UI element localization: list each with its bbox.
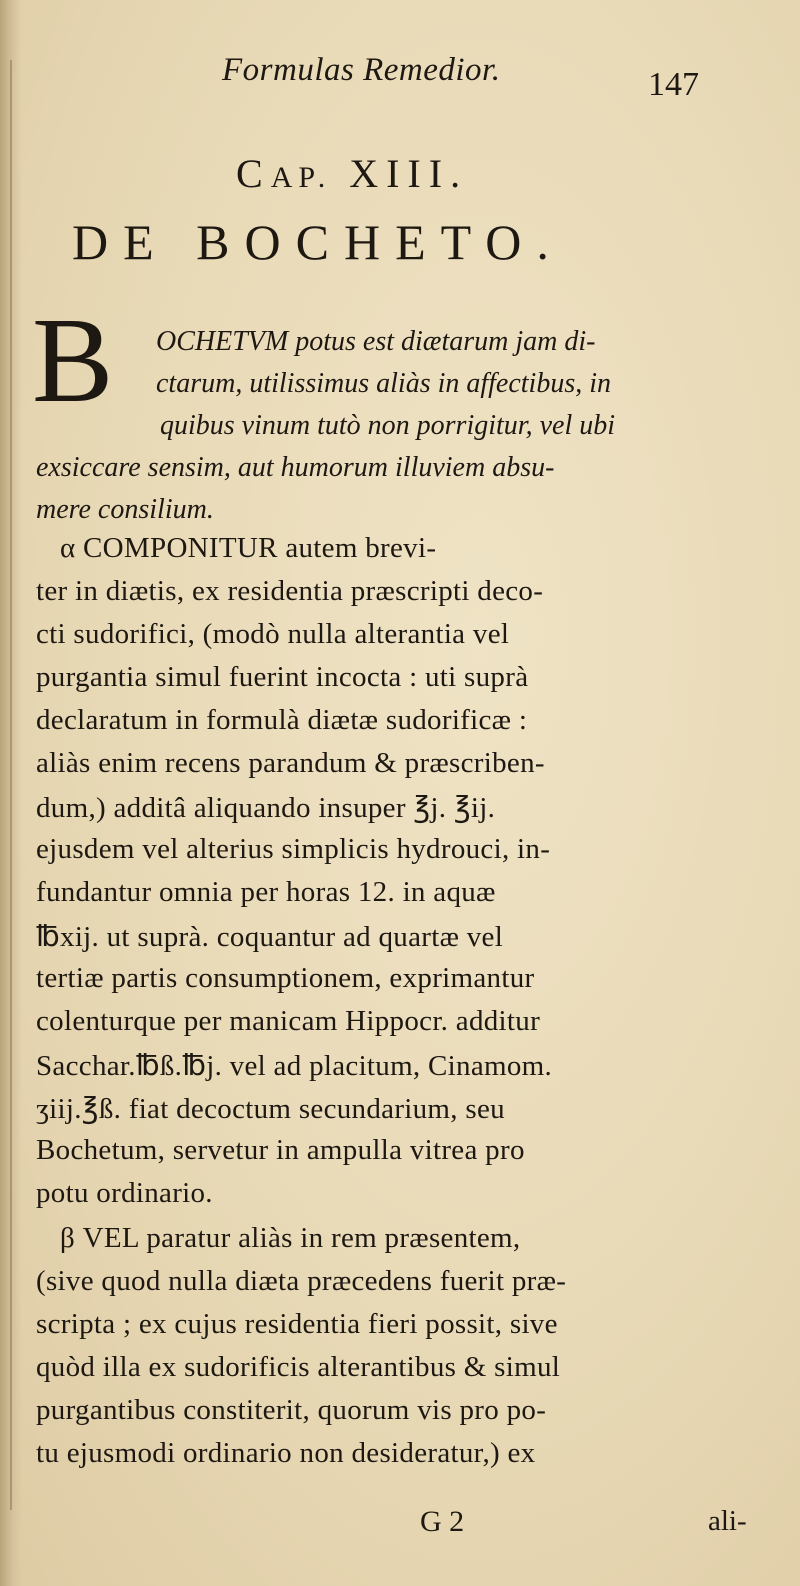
chapter-roman-numeral: XIII. (349, 151, 469, 196)
paragraph-alpha-line: Bochetum, servetur in ampulla vitrea pro (36, 1134, 525, 1166)
chapter-title: DE BOCHETO. (72, 214, 564, 270)
paragraph-beta-line: scripta ; ex cujus residentia fieri possit, sive (36, 1308, 558, 1340)
paragraph-alpha-line: aliàs enim recens parandum & præscriben- (36, 747, 545, 779)
paragraph-beta-line: β VEL paratur aliàs in rem præsentem, (60, 1222, 521, 1254)
intro-line: OCHETVM potus est diætarum jam di- (156, 326, 596, 357)
intro-line: mere consilium. (36, 494, 214, 525)
running-head: Formulas Remedior. (222, 52, 501, 88)
intro-line: exsiccare sensim, aut humorum illuviem absu- (36, 452, 555, 483)
intro-line: ctarum, utilissimus aliàs in affectibus, in (156, 368, 612, 399)
signature-mark: G 2 (420, 1505, 465, 1538)
paragraph-beta-line: (sive quod nulla diæta præcedens fuerit præ- (36, 1265, 567, 1297)
paragraph-alpha-line: ejusdem vel alterius simplicis hydrouci, in- (36, 833, 551, 865)
paragraph-beta-line: purgantibus constiterit, quorum vis pro po- (36, 1394, 547, 1426)
chapter-cap-initial: C (236, 151, 271, 196)
paragraph-beta-line: quòd illa ex sudorificis alterantibus & simul (36, 1351, 561, 1383)
page-number: 147 (648, 66, 699, 103)
paragraph-alpha-line: declaratum in formulà diætæ sudorificæ : (36, 704, 528, 736)
paragraph-beta-line: tu ejusmodi ordinario non desideratur,) ex (36, 1437, 536, 1469)
intro-line: quibus vinum tutò non porrigitur, vel ubi (160, 410, 615, 441)
chapter-number (236, 150, 468, 197)
paragraph-alpha-line: tertiæ partis consumptionem, exprimantur (36, 962, 535, 994)
paragraph-alpha-line: α COMPONITUR autem brevi- (60, 532, 437, 564)
drop-cap: B (32, 293, 114, 428)
paragraph-alpha-line: colenturque per manicam Hippocr. additur (36, 1005, 541, 1037)
paragraph-alpha-line: cti sudorifici, (modò nulla alterantia vel (36, 618, 510, 650)
paragraph-alpha-line: fundantur omnia per horas 12. in aquæ (36, 876, 496, 908)
paragraph-alpha-line: Sacchar.℔ß.℔j. vel ad placitum, Cinamom. (36, 1050, 553, 1082)
paragraph-alpha-line: dum,) additâ aliquando insuper ℥j. ℥ij. (36, 792, 496, 824)
paragraph-alpha-line: purgantia simul fuerint incocta : uti suprà (36, 661, 529, 693)
paragraph-alpha-line: ʒiij.℥ß. fiat decoctum secundarium, seu (36, 1093, 505, 1125)
catchword: ali- (708, 1505, 747, 1537)
paragraph-alpha-line: potu ordinario. (36, 1177, 213, 1209)
paragraph-alpha-line: ter in diætis, ex residentia præscripti deco- (36, 575, 544, 607)
chapter-cap-rest: AP. (270, 161, 332, 194)
paragraph-alpha-line: ℔xij. ut suprà. coquantur ad quartæ vel (36, 921, 504, 953)
gutter-edge-line (10, 60, 12, 1510)
